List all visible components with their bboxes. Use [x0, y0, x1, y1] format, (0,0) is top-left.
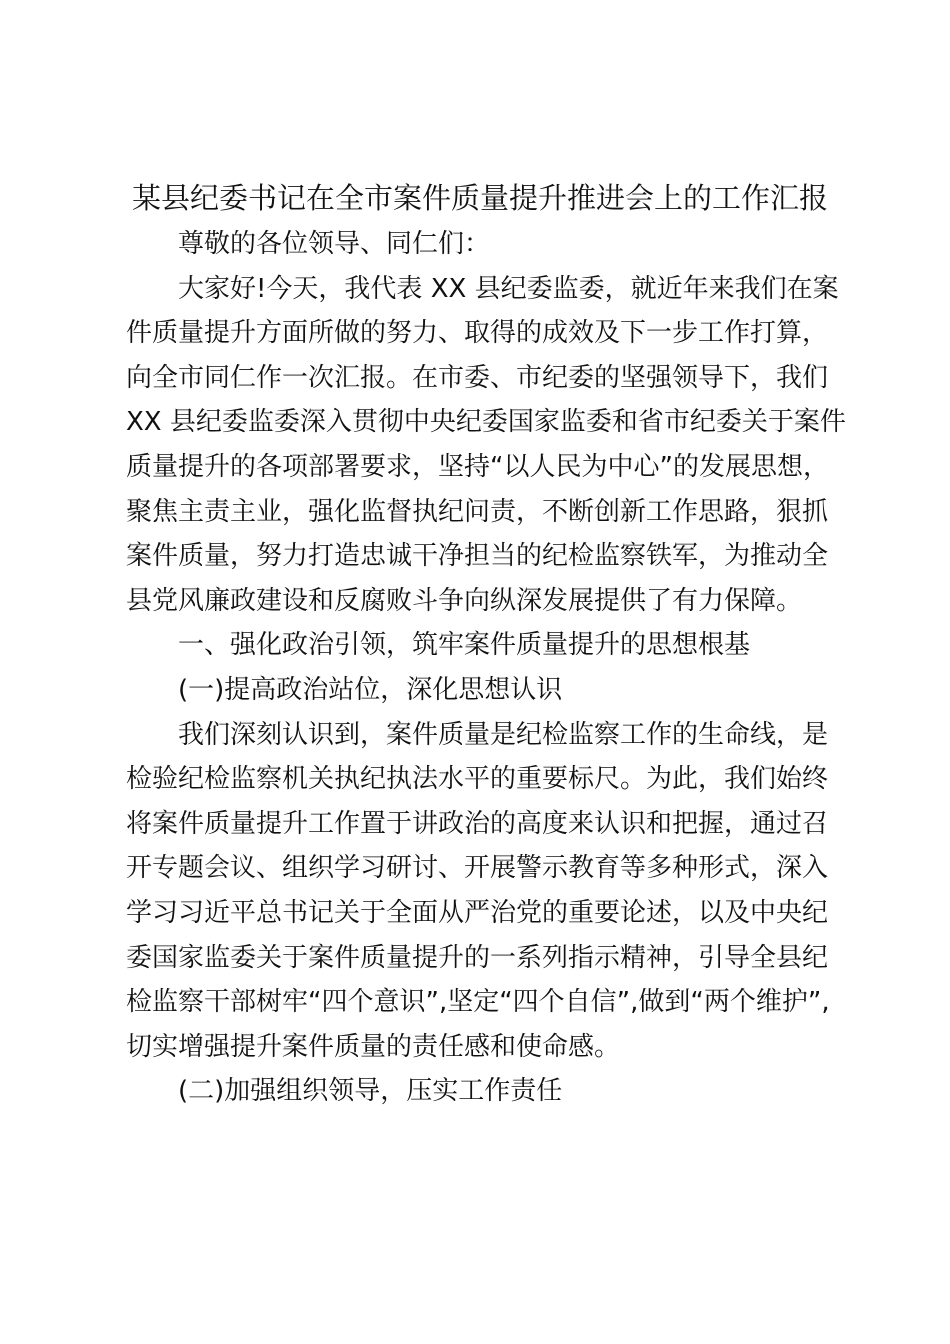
text-line: 检监察干部树牢“四个意识”,坚定“四个自信”,做到“两个维护”,	[126, 987, 830, 1018]
text-line: 尊敬的各位领导、同仁们：	[178, 229, 491, 259]
document-body	[126, 222, 846, 1114]
text-line: 我们深刻认识到，案件质量是纪检监察工作的生命线，是	[178, 719, 829, 750]
text-line: 大家好!今天，我代表 XX 县纪委监委，就近年来我们在案	[178, 273, 839, 304]
text-line: 切实增强提升案件质量的责任感和使命感。	[126, 1031, 621, 1062]
text-line: (二)加强组织领导，压实工作责任	[178, 1076, 563, 1107]
document-title: 某县纪委书记在全市案件质量提升推进会上的工作汇报	[131, 181, 828, 215]
text-line: 委国家监委关于案件质量提升的一系列指示精神，引导全县纪	[126, 942, 829, 973]
text-line: 向全市同仁作一次汇报。在市委、市纪委的坚强领导下，我们	[126, 362, 829, 393]
text-line: 一、强化政治引领，筑牢案件质量提升的思想根基	[178, 630, 751, 661]
text-line: 质量提升的各项部署要求，坚持“以人民为中心”的发展思想，	[126, 451, 829, 482]
text-line: 案件质量，努力打造忠诚干净担当的纪检监察铁军，为推动全	[126, 541, 829, 572]
text-line: XX 县纪委监委深入贯彻中央纪委国家监委和省市纪委关于案件	[126, 407, 846, 438]
text-line: 件质量提升方面所做的努力、取得的成效及下一步工作打算，	[126, 318, 829, 349]
text-line: 开专题会议、组织学习研讨、开展警示教育等多种形式，深入	[126, 853, 829, 884]
text-line: 聚焦主责主业，强化监督执纪问责，不断创新工作思路，狠抓	[126, 496, 829, 527]
text-line: 学习习近平总书记关于全面从严治党的重要论述，以及中央纪	[126, 897, 829, 928]
text-line: 检验纪检监察机关执纪执法水平的重要标尺。为此，我们始终	[126, 764, 829, 795]
text-line: 县党风廉政建设和反腐败斗争向纵深发展提供了有力保障。	[126, 585, 803, 616]
text-line: (一)提高政治站位，深化思想认识	[178, 674, 563, 705]
text-line: 将案件质量提升工作置于讲政治的高度来认识和把握，通过召	[126, 808, 829, 839]
